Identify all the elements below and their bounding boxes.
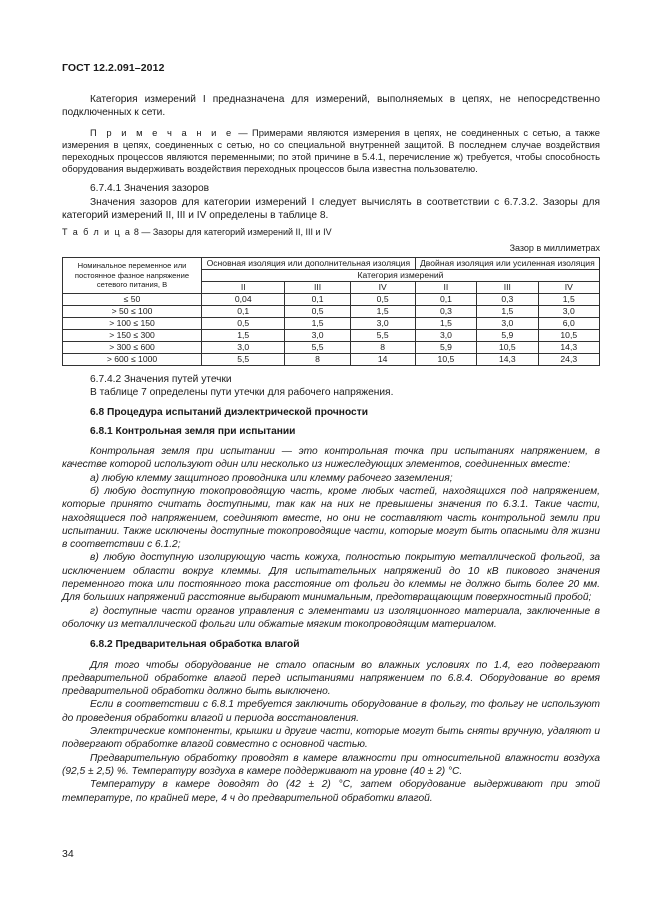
table-caption bbox=[62, 226, 600, 239]
value-cell: 3,0 bbox=[477, 317, 538, 329]
voltage-cell: > 600 ≤ 1000 bbox=[63, 353, 202, 365]
value-cell: 0,1 bbox=[285, 293, 350, 305]
voltage-cell: > 50 ≤ 100 bbox=[63, 305, 202, 317]
section-682-paragraph: Если в соответствии с 6.8.1 требуется заключить оборудование в фольгу, то фольгу не используют до проведения обработки влагой и периода восстановления. bbox=[62, 699, 600, 724]
table-row bbox=[63, 329, 600, 341]
group-header-basic: Основная изоляция или дополнительная изоляция bbox=[202, 257, 416, 269]
table-row bbox=[63, 353, 600, 365]
row-header: Номинальное переменное или постоянное фазное напряжение сетевого питания, В bbox=[63, 257, 202, 293]
value-cell: 3,0 bbox=[350, 317, 415, 329]
section-681-item-a: а) любую клемму защитного проводника или клемму рабочего заземления; bbox=[90, 472, 453, 484]
section-6741-text: Значения зазоров для категории измерений I следует вычислять в соответствии с 6.7.3.2. Зазоры для категорий измерений II, III и IV определены в таблице 8. bbox=[62, 196, 600, 221]
section-682-paragraph: Температуру в камере доводят до (42 ± 2) °C, затем оборудование выдерживают при этой температуре, по крайней мере, 4 ч до предварительной обработки влагой. bbox=[62, 779, 600, 804]
value-cell: 0,5 bbox=[350, 293, 415, 305]
document-header: ГОСТ 12.2.091–2012 bbox=[62, 62, 165, 74]
table-units: Зазор в миллиметрах bbox=[509, 242, 600, 253]
table-row bbox=[63, 341, 600, 353]
value-cell: 5,9 bbox=[477, 329, 538, 341]
value-cell: 0,5 bbox=[202, 317, 285, 329]
value-cell: 8 bbox=[285, 353, 350, 365]
value-cell: 1,5 bbox=[202, 329, 285, 341]
table-row bbox=[63, 317, 600, 329]
table-row bbox=[63, 293, 600, 305]
voltage-cell: > 150 ≤ 300 bbox=[63, 329, 202, 341]
section-682-paragraph: Для того чтобы оборудование не стало опасным во влажных условиях по 1.4, его подвергают предварительной обработке влагой перед испытаниями напряжением по 6.8.4. Оборудование во время предварительной обработки должно быть выключено. bbox=[62, 659, 600, 698]
note bbox=[62, 127, 600, 176]
voltage-cell: > 100 ≤ 150 bbox=[63, 317, 202, 329]
value-cell: 14,3 bbox=[477, 353, 538, 365]
section-6742-heading: 6.7.4.2 Значения путей утечки bbox=[90, 373, 232, 385]
value-cell: 1,5 bbox=[415, 317, 476, 329]
section-681-item-b: б) любую доступную токопроводящую часть, кроме любых частей, находящихся под напряжением, которые принято считать доступными, так как на них не превышены значения по 6.3.1. Такие части, находящиеся под напряжением, соединяют вместе, но они не составляют часть контрольной земли при испытании. Также исключены доступные токопроводящие части, которые могут быть опасными для жизни в соответствии с 6.1.2; bbox=[62, 485, 600, 551]
voltage-cell: ≤ 50 bbox=[63, 293, 202, 305]
value-cell: 10,5 bbox=[415, 353, 476, 365]
table-row bbox=[63, 305, 600, 317]
category-cell: III bbox=[477, 281, 538, 293]
voltage-cell: > 300 ≤ 600 bbox=[63, 341, 202, 353]
value-cell: 5,5 bbox=[285, 341, 350, 353]
category-cell: II bbox=[202, 281, 285, 293]
value-cell: 1,5 bbox=[285, 317, 350, 329]
value-cell: 5,5 bbox=[350, 329, 415, 341]
section-6742-text: В таблице 7 определены пути утечки для рабочего напряжения. bbox=[90, 387, 394, 399]
section-681-item-d: г) доступные части органов управления с элементами из изоляционного материала, заключенные в оболочку из металлической фольги или обжатые мягким токопроводящим материалом. bbox=[62, 605, 600, 630]
page-number: 34 bbox=[62, 848, 74, 860]
value-cell: 1,5 bbox=[477, 305, 538, 317]
value-cell: 0,3 bbox=[415, 305, 476, 317]
value-cell: 0,1 bbox=[415, 293, 476, 305]
category-cell: IV bbox=[538, 281, 599, 293]
value-cell: 5,5 bbox=[202, 353, 285, 365]
section-682-paragraph: Электрические компоненты, крышки и другие части, которые могут быть сняты вручную, удаляют и подвергают обработке влагой совместно с основной частью. bbox=[62, 726, 600, 751]
value-cell: 0,04 bbox=[202, 293, 285, 305]
category-cell: IV bbox=[350, 281, 415, 293]
category-cell: II bbox=[415, 281, 476, 293]
value-cell: 0,1 bbox=[202, 305, 285, 317]
paragraph-category-i: Категория измерений I предназначена для измерений, выполняемых в цепях, не непосредственно подключенных к сети. bbox=[62, 94, 600, 119]
note-text: — Примерами являются измерения в цепях, не соединенных с сетью, а также измерения в цепях, соединенных с сетью, но со специальной внутренней защитой. В последнем случае воздействия переходных процессов являются переменными; по этой причине в 5.4.1, перечисление ж) требуется, чтобы способность оборудования выдерживать воздействия переходных процессов была известна пользователю. bbox=[62, 126, 600, 175]
clearance-table bbox=[62, 257, 600, 366]
value-cell: 6,0 bbox=[538, 317, 599, 329]
note-label: П р и м е ч а н и е bbox=[90, 126, 234, 138]
section-682-heading: 6.8.2 Предварительная обработка влагой bbox=[90, 639, 300, 651]
category-header: Категория измерений bbox=[202, 269, 600, 281]
page-content bbox=[62, 93, 600, 805]
value-cell: 5,9 bbox=[415, 341, 476, 353]
table-caption-label: Т а б л и ц а bbox=[62, 227, 132, 238]
section-681-item-c: в) любую доступную изолирующую часть кожуха, полностью покрытую металлической фольгой, за исключением области вокруг клеммы. Для испытательных напряжений до 10 кВ пикового значения переменного тока или постоянного тока расстояние от фольги до клеммы не должно быть более 20 мм. Для больших напряжений расстояние выбирают минимальным, предотвращающим поверхностный пробой; bbox=[62, 552, 600, 604]
value-cell: 14,3 bbox=[538, 341, 599, 353]
section-682-paragraph: Предварительную обработку проводят в камере влажности при относительной влажности воздуха (92,5 ± 2,5) %. Температуру воздуха в камере поддерживают на уровне (40 ± 2) °C. bbox=[62, 752, 600, 777]
value-cell: 24,3 bbox=[538, 353, 599, 365]
value-cell: 3,0 bbox=[415, 329, 476, 341]
value-cell: 10,5 bbox=[477, 341, 538, 353]
value-cell: 1,5 bbox=[538, 293, 599, 305]
value-cell: 8 bbox=[350, 341, 415, 353]
group-header-double: Двойная изоляция или усиленная изоляция bbox=[415, 257, 599, 269]
value-cell: 14 bbox=[350, 353, 415, 365]
value-cell: 0,5 bbox=[285, 305, 350, 317]
value-cell: 1,5 bbox=[350, 305, 415, 317]
section-6741-heading: 6.7.4.1 Значения зазоров bbox=[90, 183, 210, 195]
value-cell: 3,0 bbox=[538, 305, 599, 317]
category-cell: III bbox=[285, 281, 350, 293]
value-cell: 10,5 bbox=[538, 329, 599, 341]
table-caption-text: 8 — Зазоры для категорий измерений II, III и IV bbox=[131, 227, 332, 238]
value-cell: 0,3 bbox=[477, 293, 538, 305]
section-681-intro: Контрольная земля при испытании — это контрольная точка при испытаниях напряжением, в качестве которой используют один или несколько из нижеследующих элементов, соединенных вместе: bbox=[62, 446, 600, 471]
section-681-heading: 6.8.1 Контрольная земля при испытании bbox=[90, 425, 296, 437]
value-cell: 3,0 bbox=[202, 341, 285, 353]
value-cell: 3,0 bbox=[285, 329, 350, 341]
section-68-heading: 6.8 Процедура испытаний диэлектрической прочности bbox=[90, 407, 368, 419]
